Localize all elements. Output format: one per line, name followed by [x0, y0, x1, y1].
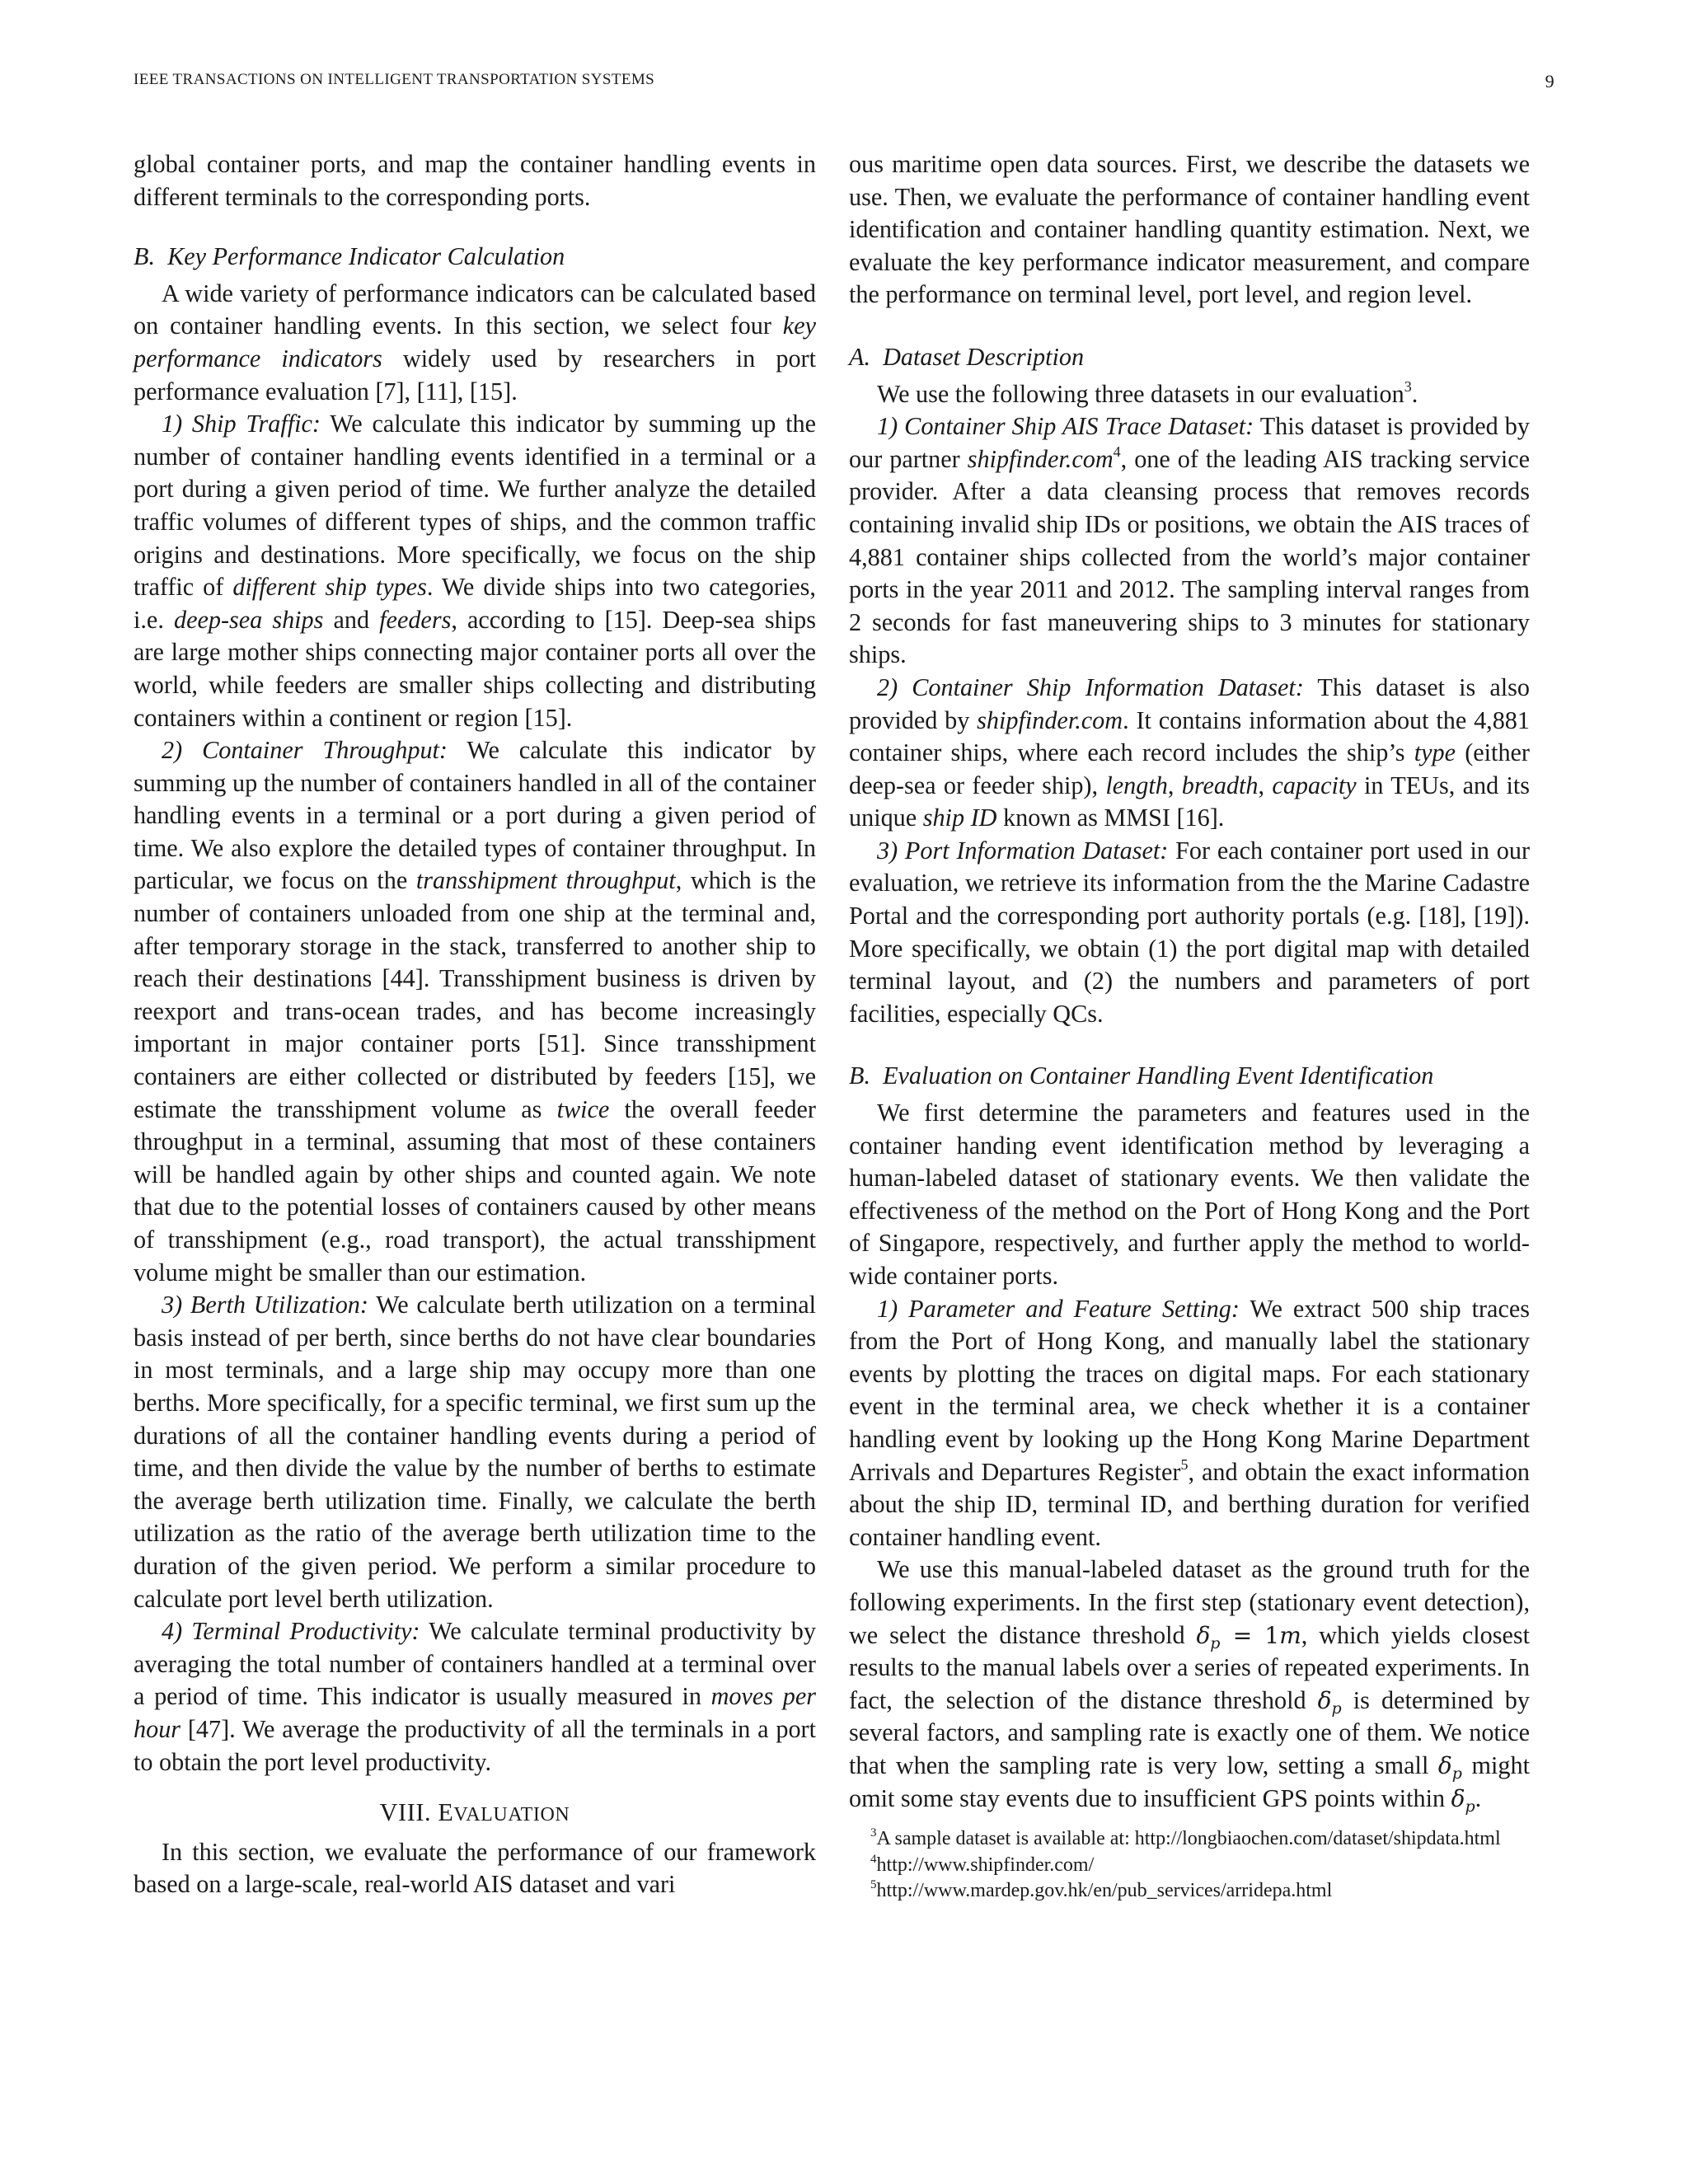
- footnote-ref-3: 3: [1404, 377, 1412, 395]
- paragraph-dataset-intro: We use the following three datasets in our evaluation$^3$.: [877, 377, 1418, 408]
- paragraph-evaluation-continued: ous maritime open data sources. First, we describe the datasets we use. Then, we evaluate the performance of container handling event identification and container handling quantity estimation. Next, we evaluate the key performance indicator measurement, and compare the performance on terminal level, port level, and region level.: [849, 150, 1530, 309]
- right-column: [849, 148, 1530, 1905]
- paragraph-port-dataset: 3) Port Information Dataset: For each container port used in our evaluation, we retrieve its information from the the Marine Cadastre Portal and the corresponding port authority portals (e.g. [18], [19]). More specifically, we obtain (1) the port digital map with detailed terminal layout, and (2) the numbers and parameters of port facilities, especially QCs.: [849, 836, 1530, 1028]
- paragraph-ais-dataset: 1) Container Ship AIS Trace Dataset: This dataset is provided by our partner shipfinder.com$^4$, one of the leading AIS tracking service provider. After a data cleansing process that removes records containing invalid ship IDs or positions, we obtain the AIS traces of 4,881 container ships collected from the world’s major container ports in the year 2011 and 2012. The sampling interval ranges from 2 seconds for fast maneuvering ships to 3 minutes for stationary ships.: [849, 412, 1531, 669]
- footnote-3: $^3$A sample dataset is available at: http://longbiaochen.com/dataset/shipdata.html: [870, 1826, 1501, 1850]
- paragraph-title-port: 3) Port Information Dataset:: [877, 836, 1169, 865]
- journal-name: IEEE TRANSACTIONS ON INTELLIGENT TRANSPORTATION SYSTEMS: [134, 71, 655, 88]
- paragraph-parameter-setting: 1) Parameter and Feature Setting: We extract 500 ship traces from the Port of Hong Kong, and manually label the stationary events by plotting the traces on digital maps. For each stationary event in the terminal area, we check whether it is a container handling event by looking up the Hong Kong Marine Department Arrivals and Departures Register$^5$, and obtain the exact information about the ship ID, terminal ID, and berthing duration for verified container handling event.: [849, 1294, 1531, 1551]
- paragraph-title-parameter: 1) Parameter and Feature Setting:: [877, 1294, 1240, 1323]
- subsection-heading-dataset: A. Dataset Description: [849, 342, 1085, 371]
- paragraph-terminal-productivity: 4) Terminal Productivity: We calculate terminal productivity by averaging the total number of containers handled at a terminal over a period of time. This indicator is usually measured in moves per hour [47]. We average the productivity of all the terminals in a port to obtain the port level productivity.: [134, 1617, 816, 1776]
- paragraph-ship-traffic: 1) Ship Traffic: We calculate this indicator by summing up the number of container handling events identified in a terminal or a port during a given period of time. We further analyze the detailed traffic volumes of different types of ships, and the common traffic origins and destinations. More specifically, we focus on the ship traffic of different ship types. We divide ships into two categories, i.e. deep-sea ships and feeders, according to [15]. Deep-sea ships are large mother ships connecting major container ports all over the world, while feeders are smaller ships collecting and distributing containers within a continent or region [15].: [134, 410, 816, 732]
- math-delta-p-4: $\delta_p$: [1451, 1784, 1475, 1816]
- paragraph-ship-info-dataset: 2) Container Ship Information Dataset: This dataset is also provided by shipfinder.com. It contains information about the 4,881 container ships, where each record includes the ship’s type (either deep-sea or feeder ship), length, breadth, capacity in TEUs, and its unique ship ID known as MMSI [16].: [849, 673, 1531, 832]
- paragraph-title-ais: 1) Container Ship AIS Trace Dataset:: [877, 412, 1254, 441]
- math-delta-p-2: $\delta_p$: [1317, 1686, 1342, 1718]
- paragraph-intro-continued: global container ports, and map the container handling events in different terminals to the corresponding ports.: [134, 150, 816, 211]
- paragraph-title-ship-traffic: 1) Ship Traffic:: [162, 410, 321, 438]
- footnote-ref-4: 4: [1113, 443, 1121, 460]
- subsection-heading-event-identification: B. Evaluation on Container Handling Event Identification: [849, 1062, 1434, 1090]
- page-number: 9: [1545, 71, 1554, 91]
- footnote-5: $^5$http://www.mardep.gov.hk/en/pub_services/arridepa.html: [870, 1878, 1333, 1902]
- section-heading-evaluation: VIII. EVALUATION: [379, 1798, 570, 1827]
- paragraph-title-productivity: 4) Terminal Productivity:: [162, 1617, 420, 1646]
- paragraph-kpi-overview: A wide variety of performance indicators can be calculated based on container handling events. In this section, we select four key performance indicators widely used by researchers in port performance evaluation [7], [11], [15].: [134, 279, 816, 405]
- paragraph-title-throughput: 2) Container Throughput:: [162, 736, 448, 765]
- paragraph-ground-truth: We use this manual-labeled dataset as the ground truth for the following experiments. In the first step (stationary event detection), we select the distance threshold $\delta_p = 1m$, which yields closest results to the manual labels over a series of repeated experiments. In fact, the selection of the distance threshold $\delta_p$ is determined by several factors, and sampling rate is exactly one of them. We notice that when the sampling rate is very low, setting a small $\delta_p$ might omit some stay events due to insufficient GPS points within $\delta_p$.: [849, 1555, 1531, 1816]
- math-delta-p-3: $\delta_p$: [1437, 1751, 1462, 1783]
- paragraph-evaluation-intro: In this section, we evaluate the performance of our framework based on a large-scale, real-world AIS dataset and vari: [134, 1837, 816, 1899]
- subsection-heading-kpi: B. Key Performance Indicator Calculation: [134, 242, 565, 271]
- running-header: [134, 71, 1554, 92]
- paragraph-container-throughput: 2) Container Throughput: We calculate this indicator by summing up the number of containers handled in all of the container handling events in a terminal or a port during a given period of time. We also explore the detailed types of container throughput. In particular, we focus on the transshipment throughput, which is the number of containers unloaded from one ship at the terminal and, after temporary storage in the stack, transferred to another ship to reach their destinations [44]. Transshipment business is driven by reexport and trans-ocean trades, and has become increasingly important in major container ports [51]. Since transshipment containers are either collected or distributed by feeders [15], we estimate the transshipment volume as twice the overall feeder throughput in a terminal, assuming that most of these containers will be handled again by other ships and counted again. We note that due to the potential losses of containers caused by other means of transshipment (e.g., road transport), the actual transshipment volume might be smaller than our estimation.: [134, 736, 816, 1286]
- footnotes: [849, 1826, 1530, 1905]
- math-delta-p-1: $\delta_p$: [1196, 1621, 1221, 1652]
- paragraph-title-ship-info: 2) Container Ship Information Dataset:: [877, 673, 1304, 701]
- footnote-ref-5: 5: [1180, 1455, 1189, 1473]
- footnote-4: $^4$http://www.shipfinder.com/: [870, 1852, 1095, 1876]
- left-column: [134, 148, 816, 1901]
- paragraph-title-berth: 3) Berth Utilization:: [162, 1291, 368, 1319]
- paragraph-event-identification-intro: We first determine the parameters and features used in the container handing event identification method by leveraging a human-labeled dataset of stationary events. We then validate the effectiveness of the method on the Port of Hong Kong and the Port of Singapore, respectively, and further apply the method to world-wide container ports.: [849, 1099, 1530, 1290]
- paragraph-berth-utilization: 3) Berth Utilization: We calculate berth utilization on a terminal basis instead of per berth, since berths do not have clear boundaries in most terminals, and a large ship may occupy more than one berths. More specifically, for a specific terminal, we first sum up the durations of all the container handling events during a period of time, and then divide the value by the number of berths to estimate the average berth utilization time. Finally, we calculate the berth utilization as the ratio of the average berth utilization time to the duration of the given period. We perform a similar procedure to calculate port level berth utilization.: [134, 1291, 816, 1613]
